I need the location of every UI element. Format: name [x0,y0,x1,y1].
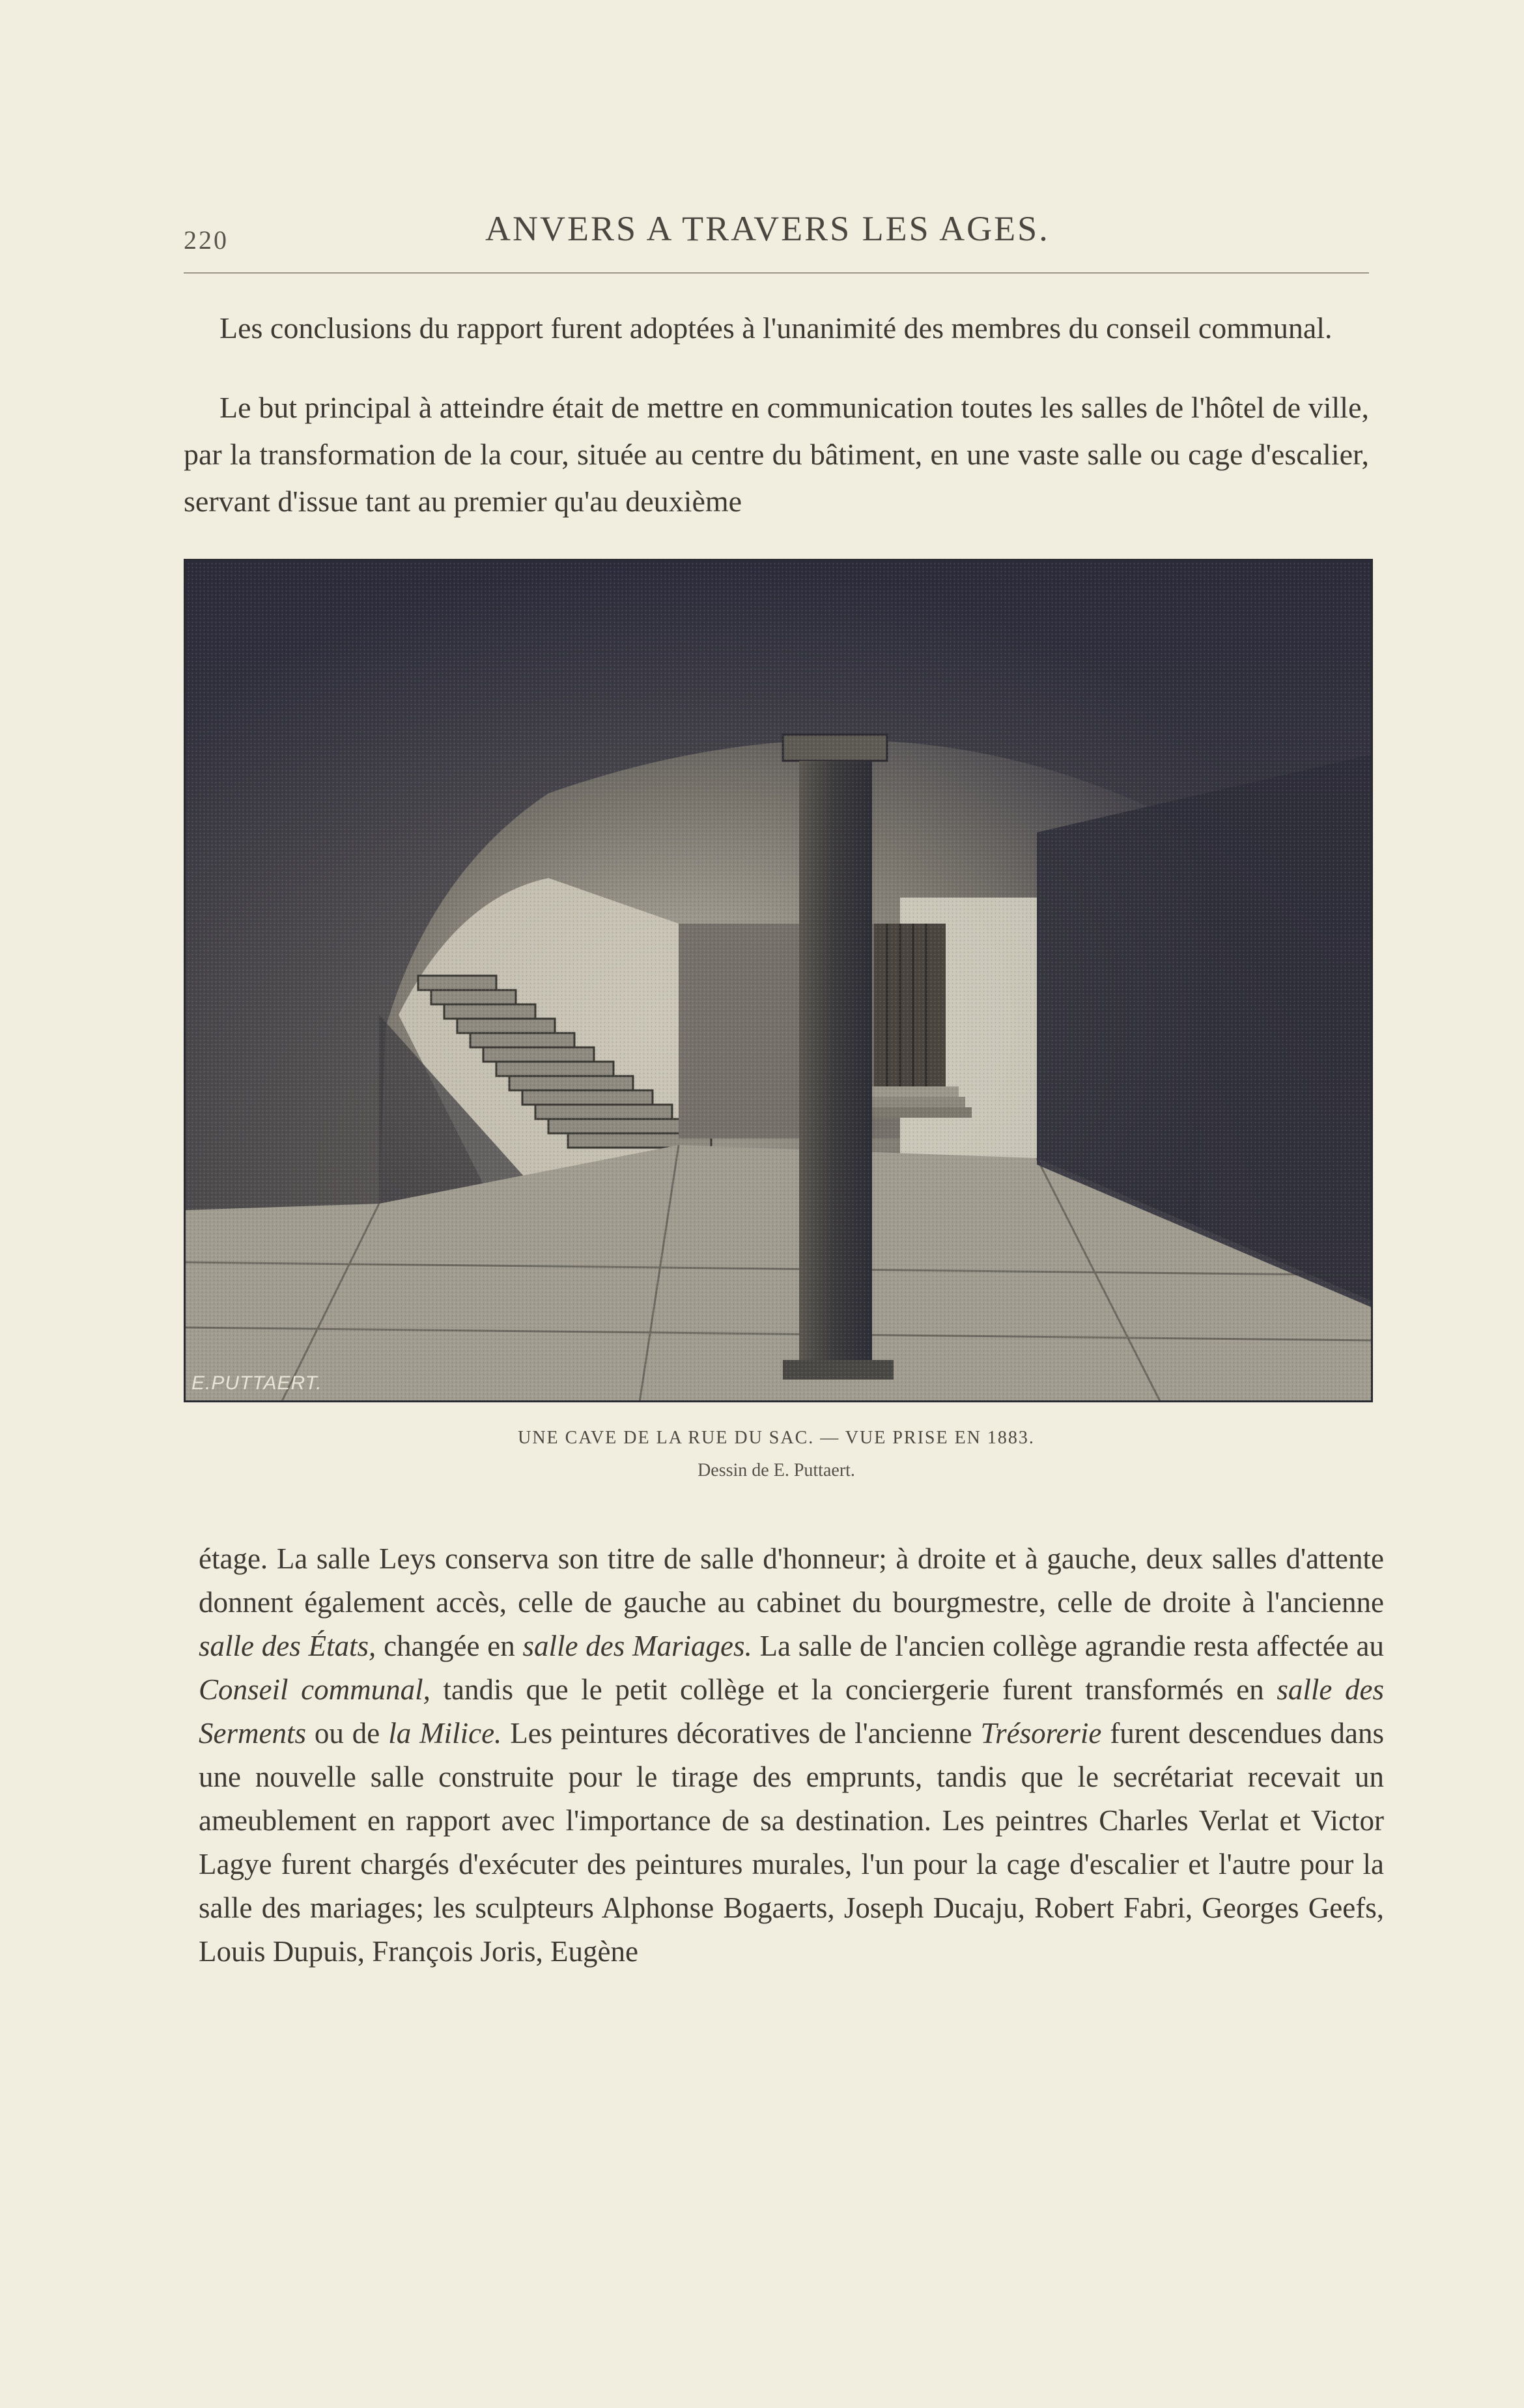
figure-caption: UNE CAVE DE LA RUE DU SAC. — VUE PRISE EN 1883. [518,1428,1035,1448]
p3-italic-1: salle des États, [199,1630,376,1662]
p3-italic-5: la Milice. [388,1717,502,1749]
paragraph-1 [184,305,1369,352]
artist-signature: E.PUTTAERT. [191,1372,322,1394]
figure-credit: Dessin de E. Puttaert. [698,1460,855,1480]
p3-text-2: changée en [376,1630,523,1662]
p3-italic-6: Trésorerie [980,1717,1102,1749]
p3-text-4: tandis que le petit collège et la conciergerie furent transformés en [430,1673,1277,1706]
p3-italic-3: Conseil communal, [199,1673,430,1706]
p3-text-1: étage. La salle Leys conserva son titre de salle d'honneur; à droite et à gauche, deux salles d'attente donnent également accès, celle de gauche au cabinet du bourgmestre, celle de droite à l'ancienne [199,1542,1384,1619]
p3-italic-2: salle des Mariages. [522,1630,752,1662]
p3-text-6: Les peintures décoratives de l'ancienne [501,1717,981,1749]
page-number: 220 [184,225,229,255]
p3-text-3: La salle de l'ancien collège agrandie resta affectée au [752,1630,1384,1662]
cellar-engraving [184,559,1373,1402]
paragraph-2 [184,384,1369,525]
p3-text-5: ou de [305,1717,389,1749]
paragraph-2-text: Le but principal à atteindre était de mettre en communication toutes les salles de l'hôtel de ville, par la transformation de la cour, située au centre du bâtiment, en une vaste salle ou cage d'escalier, servant d'issue tant au premier qu'au deuxième [184,391,1369,518]
p3-text-7: furent descendues dans une nouvelle salle construite pour le tirage des emprunts, tandis que le secrétariat recevait un ameublement en rapport avec l'importance de sa destination. Les peintres Charles Verlat et Victor Lagye furent chargés d'exécuter des peintures murales, l'un pour la cage d'escalier et l'autre pour la salle des mariages; les sculpteurs Alphonse Bogaerts, Joseph Ducaju, Robert Fabri, Georges Geefs, Louis Dupuis, François Joris, Eugène [199,1717,1384,1968]
engraving-figure [184,559,1373,1402]
p3-italic-4: salle des Serments [199,1673,1385,1749]
paragraph-3 [199,1537,1384,1974]
header-rule [184,272,1369,274]
paragraph-1-text: Les conclusions du rapport furent adoptées à l'unanimité des membres du conseil communal. [219,311,1333,345]
running-title: ANVERS A TRAVERS LES AGES. [485,209,1050,248]
